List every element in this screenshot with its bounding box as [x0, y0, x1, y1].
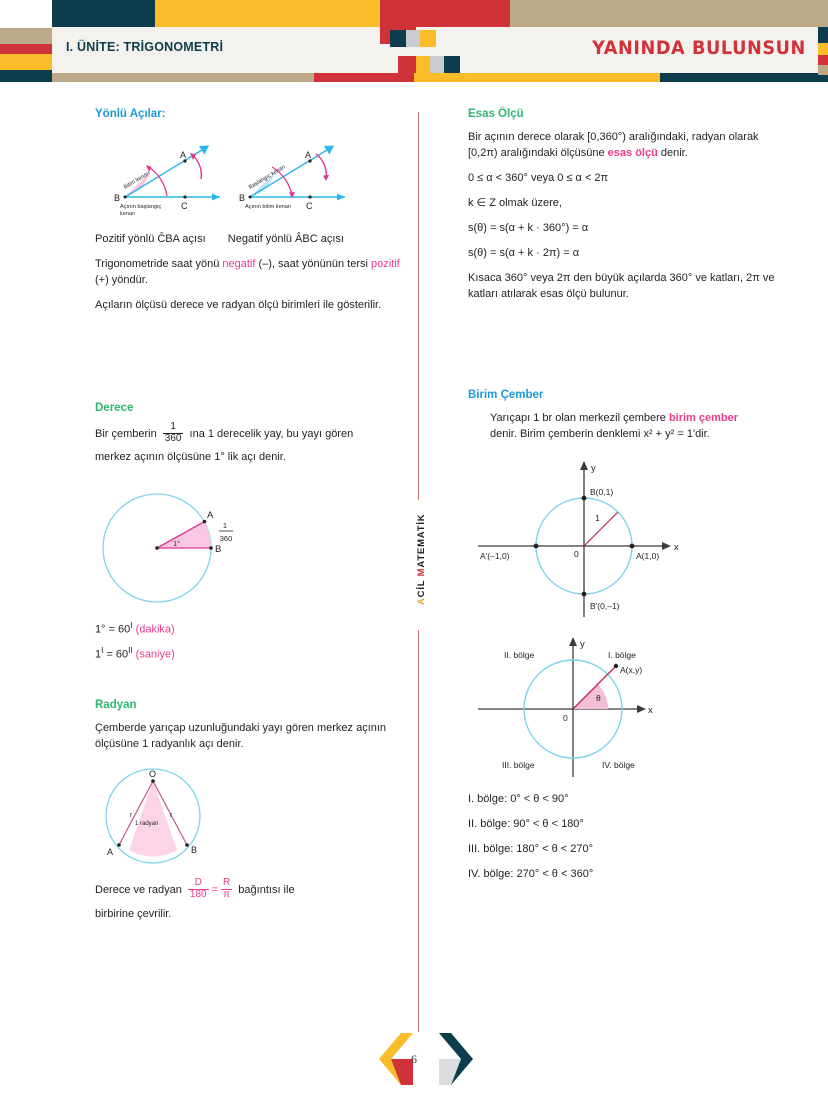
label-point-c1: C — [181, 201, 188, 211]
heading-yonlu-acilar: Yönlü Açılar: — [95, 108, 166, 120]
label-baslangic-kenari-2: kenarı — [120, 211, 136, 217]
deg-min-a: 1° = 60 — [95, 623, 131, 636]
fraction-r-over-pi — [221, 878, 232, 900]
label-bitim-kenari: Bitim kenarı — [122, 170, 152, 191]
min-sec-sup2: II — [128, 645, 133, 655]
esas-bold: esas ölçü — [607, 147, 658, 159]
equation-radians: s(θ) = s(α + k · 2π) = α — [468, 247, 580, 259]
para-direction-c: (+) yöndür. — [95, 274, 148, 286]
label-quad-point-a: A(x,y) — [620, 665, 643, 675]
diagram-quadrants — [468, 631, 768, 781]
label-unit-axis-y: y — [591, 463, 596, 474]
side-brand-label — [412, 500, 426, 630]
fraction-one-over-360 — [163, 422, 184, 444]
diagram-positive-angle — [114, 146, 220, 218]
min-sec-sup1: I — [101, 645, 104, 655]
side-brand-atematik: ATEMATİK — [416, 513, 427, 568]
label-quadrant-3: III. bölge — [502, 760, 535, 770]
birim-b: denir. Birim çemberin denklemi x² + y² = 1'dir. — [490, 428, 710, 440]
left-column — [95, 108, 403, 935]
label-radian-angle: 1 radyan — [135, 821, 159, 828]
conv-c: birbirine çevrilir. — [95, 908, 172, 921]
label-quadrant-4: IV. bölge — [602, 760, 635, 770]
paragraph-conversion — [95, 878, 403, 926]
para-direction-b: (–), saat yönünün tersi — [255, 258, 371, 270]
min-sec-a: 1 — [95, 648, 102, 661]
label-radian-r-left: r — [130, 812, 133, 820]
brand-title: YANINDA BULUNSUN — [592, 37, 806, 59]
label-radian-point-o: O — [149, 769, 157, 780]
fraction-denominator: 360 — [164, 432, 182, 444]
fraction-d-over-180 — [188, 878, 209, 900]
diagram-unit-circle — [468, 451, 768, 621]
side-brand-cil: CİL — [416, 576, 427, 598]
label-degree-point-a: A — [207, 510, 214, 521]
line-degree-minute — [95, 618, 403, 638]
para-derece-a: Bir çemberin — [95, 428, 160, 440]
label-arc-den: 360 — [219, 534, 233, 543]
esas-a: Bir açının derece olarak [0,360°) aralığındaki, radyan olarak [0,2π) aralığındaki ölçüsüne — [468, 131, 759, 159]
label-point-b1: B — [114, 193, 121, 203]
label-unit-point-left: A'(–1,0) — [480, 551, 510, 561]
paragraph-direction — [95, 256, 403, 288]
deg-min-unit: (dakika) — [135, 623, 175, 636]
heading-birim-cember: Birim Çember — [468, 389, 544, 401]
paragraph-esas-olcu — [468, 129, 788, 161]
diagram-negative-angle — [239, 146, 345, 212]
label-unit-point-right: A(1,0) — [636, 551, 660, 561]
page-header — [0, 0, 828, 92]
conv-b: bağıntısı ile — [235, 884, 295, 897]
para-derece-b: ına 1 derecelik yay, bu yayı gören — [186, 428, 354, 440]
side-brand-a: A — [416, 597, 427, 605]
angle-captions — [95, 231, 403, 247]
label-quad-axis-x: x — [648, 705, 653, 716]
label-baslangic-kenari-r: Başlangıç kenarı — [247, 164, 287, 191]
label-point-a1: A — [180, 150, 187, 160]
right-column — [468, 108, 788, 891]
conv-eq: = — [211, 884, 219, 897]
conv-frac2-den: π — [221, 889, 232, 901]
equation-degrees: s(θ) = s(α + k · 360°) = α — [468, 222, 589, 234]
fraction-numerator: 1 — [170, 421, 176, 433]
label-quadrant-1: I. bölge — [608, 650, 636, 660]
label-baslangic-kenari: Açının başlangıç — [120, 204, 162, 210]
label-point-c2: C — [306, 201, 313, 211]
label-unit-radius: 1 — [595, 513, 600, 523]
label-radian-point-a: A — [107, 847, 114, 858]
label-quad-axis-y: y — [580, 639, 585, 650]
label-radian-r-right: r — [170, 812, 173, 820]
label-unit-point-top: B(0,1) — [590, 487, 614, 497]
conv-frac2-num: R — [223, 877, 231, 889]
diagram-radian-circle — [95, 761, 315, 876]
paragraph-units: Açıların ölçüsü derece ve radyan ölçü birimleri ile gösterilir. — [95, 299, 382, 311]
unit-title: I. ÜNİTE: TRİGONOMETRİ — [66, 40, 224, 54]
paragraph-birim-cember — [490, 410, 788, 442]
min-sec-unit: (saniye) — [135, 648, 175, 661]
label-arc-num: 1 — [222, 521, 228, 530]
heading-radyan: Radyan — [95, 699, 137, 712]
label-point-a2: A — [305, 150, 312, 160]
label-unit-point-bottom: B'(0,–1) — [590, 601, 620, 611]
range-quadrant-3: III. bölge: 180° < θ < 270° — [468, 843, 594, 855]
heading-esas-olcu: Esas Ölçü — [468, 108, 524, 120]
line-minute-second — [95, 643, 403, 663]
label-quadrant-2: II. bölge — [504, 650, 535, 660]
range-quadrant-1: I. bölge: 0° < θ < 90° — [468, 793, 569, 805]
label-bitim-kenari-r: Açının bitim kenarı — [245, 204, 292, 210]
caption-negative: Negatif yönlü ÂBC açısı — [227, 233, 344, 245]
birim-bold: birim çember — [668, 412, 739, 424]
label-degree-angle: 1° — [173, 539, 181, 548]
side-brand-text — [416, 514, 427, 605]
label-unit-origin: 0 — [574, 549, 579, 559]
page-footer — [0, 1018, 828, 1098]
equation-range: 0 ≤ α < 360° veya 0 ≤ α < 2π — [468, 172, 609, 184]
heading-derece: Derece — [95, 402, 134, 414]
conv-a: Derece ve radyan — [95, 884, 185, 897]
label-radian-point-b: B — [191, 845, 198, 856]
diagram-degree-circle — [95, 478, 345, 618]
paragraph-radyan: Çemberde yarıçap uzunluğundaki yayı gören merkez açının ölçüsüne 1 radyanlık açı denir. — [95, 722, 387, 751]
page-number: 6 — [411, 1052, 417, 1066]
para-derece-c: merkez açının ölçüsüne 1° lik açı denir. — [95, 451, 286, 463]
note-esas-olcu: Kısaca 360° veya 2π den büyük açılarda 360° ve katları, 2π ve katları atılarak esas ölçü bulunur. — [468, 272, 775, 300]
label-unit-axis-x: x — [674, 542, 679, 553]
conv-frac1-den: 180 — [189, 888, 207, 900]
range-quadrant-4: IV. bölge: 270° < θ < 360° — [468, 868, 594, 880]
birim-a: Yarıçapı 1 br olan merkezil çembere — [490, 412, 669, 424]
paragraph-derece — [95, 423, 403, 469]
para-direction-pozitif: pozitif — [370, 258, 400, 270]
label-degree-point-b: B — [215, 544, 222, 555]
label-point-b2: B — [239, 193, 246, 203]
esas-b: denir. — [657, 147, 688, 159]
side-brand-m: M — [416, 567, 427, 577]
para-direction-a: Trigonometride saat yönü — [95, 258, 223, 270]
deg-min-sup: I — [130, 621, 133, 630]
equation-k-integer: k ∈ Z olmak üzere, — [468, 197, 562, 209]
range-quadrant-2: II. bölge: 90° < θ < 180° — [468, 818, 584, 830]
para-direction-negatif: negatif — [222, 258, 256, 270]
diagram-directed-angles — [95, 129, 395, 227]
conv-frac1-num: D — [194, 877, 202, 889]
min-sec-b: = 60 — [103, 648, 129, 661]
caption-positive: Pozitif yönlü ĈBA açısı — [95, 233, 206, 245]
label-quad-origin: 0 — [563, 713, 568, 723]
label-quad-theta: θ — [596, 693, 601, 703]
